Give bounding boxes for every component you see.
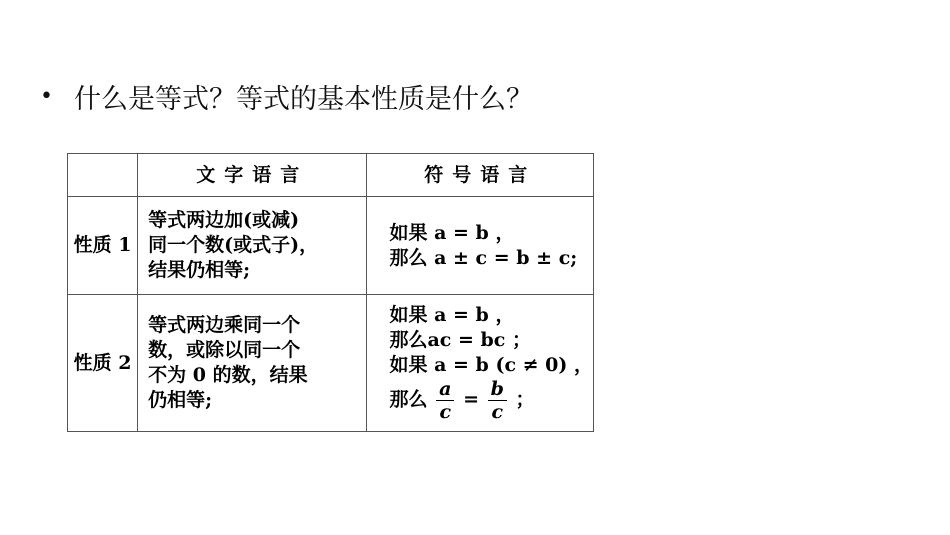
header-cell-empty (68, 154, 138, 197)
property-1-text-cell (138, 197, 367, 295)
property-1-text-line: 同一个数(或式子)， (148, 234, 319, 256)
property-2-fraction-line (389, 378, 593, 423)
table-row-property-2 (68, 295, 594, 432)
header-cell-text-language: 文字语言 (138, 154, 367, 197)
fraction-denominator: c (439, 401, 452, 423)
property-1-symbol-cell (367, 197, 594, 295)
property-1-text-line: 结果仍相等; (148, 259, 251, 281)
property-1-text-line: 等式两边加(或减) (148, 209, 300, 231)
property-2-text-line: 不为 0 的数，结果 (148, 364, 308, 386)
property-2-symbol-line: 如果 a = b ， (389, 304, 515, 326)
fraction-suffix: ； (515, 388, 535, 411)
header-cell-symbol-language: 符号语言 (367, 154, 594, 197)
properties-table (67, 153, 594, 432)
fraction-numerator: a (436, 378, 454, 401)
property-1-label: 性质 1 (68, 197, 138, 295)
property-2-symbol-line: 如果 a = b (c ≠ 0) ， (389, 354, 593, 376)
property-2-text-line: 仍相等; (148, 389, 213, 411)
fraction-a-over-c (436, 378, 454, 423)
fraction-prefix: 那么 (389, 388, 428, 411)
property-2-symbol-cell (367, 295, 594, 432)
table-header-row (68, 154, 594, 197)
bullet-point: • (40, 83, 53, 109)
fraction-b-over-c (488, 378, 507, 423)
property-2-text-line: 数，或除以同一个 (148, 339, 301, 361)
table-row-property-1 (68, 197, 594, 295)
property-2-text-cell (138, 295, 367, 432)
heading-question (40, 76, 533, 116)
fraction-denominator: c (491, 401, 504, 423)
property-2-symbol-line: 那么ac = bc ； (389, 329, 531, 351)
property-2-text-line: 等式两边乘同一个 (148, 314, 301, 336)
fraction-numerator: b (488, 378, 507, 401)
property-1-symbol-line: 那么 a ± c = b ± c; (389, 246, 578, 269)
property-2-label: 性质 2 (68, 295, 138, 432)
equals-sign: = (463, 388, 479, 411)
property-1-symbol-line: 如果 a = b ， (389, 221, 515, 244)
heading-text: 什么是等式？等式的基本性质是什么？ (74, 83, 533, 115)
